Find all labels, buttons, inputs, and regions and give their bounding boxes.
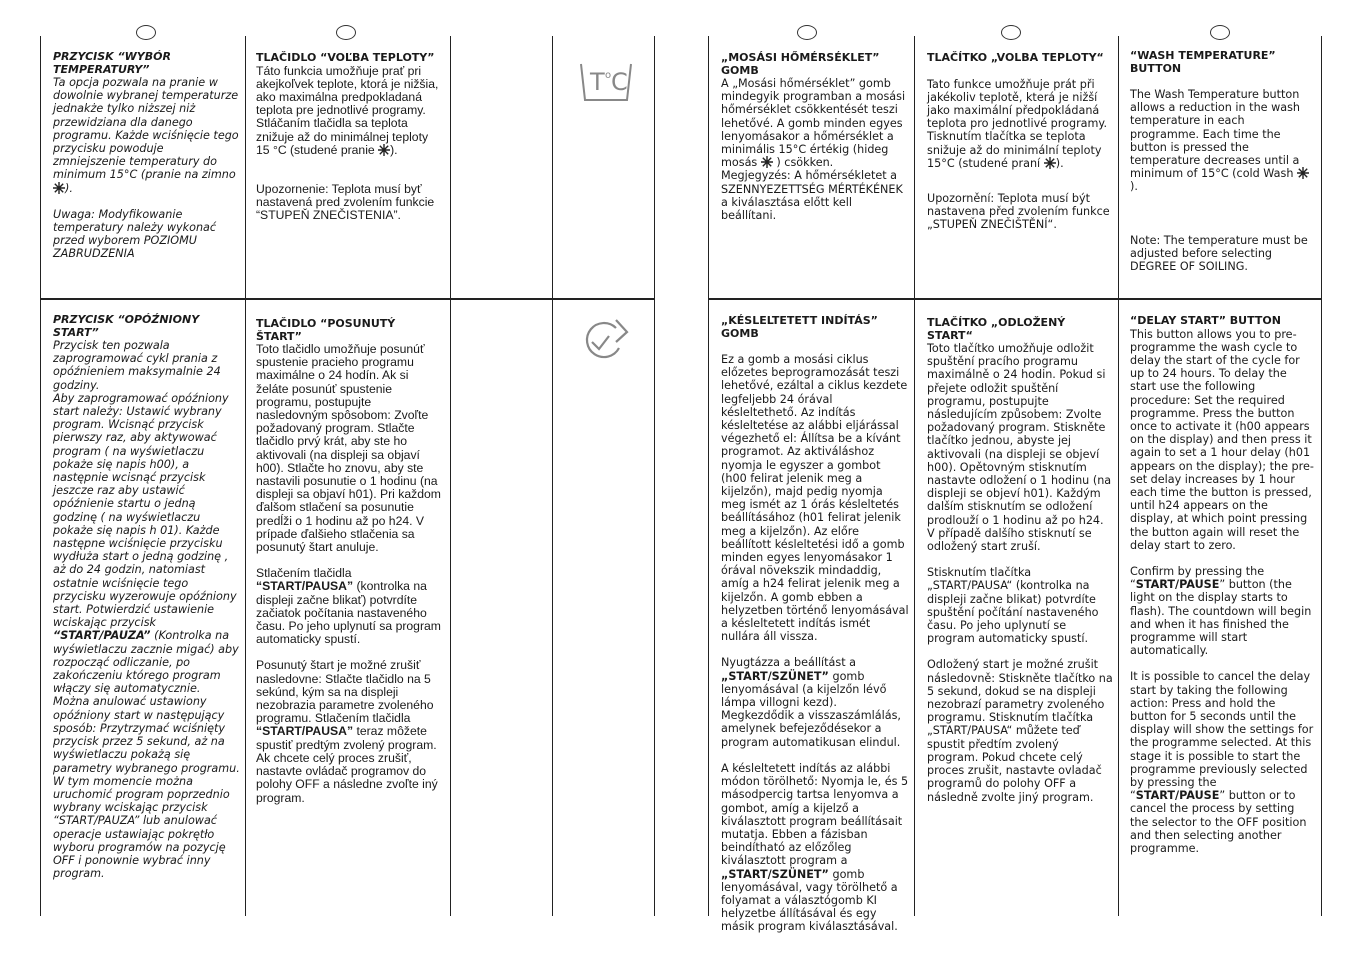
column-divider	[1321, 36, 1322, 916]
binder-hole-icon	[136, 25, 156, 40]
en-delay-body2-post: ” button (the light on the display starts to flash). The countdown will begin and when it has finished the programme will start automatically.	[1130, 578, 1312, 658]
row-divider	[708, 298, 1322, 300]
sk-delay-body3-post: teraz môžete spustiť predtým zvolený program. Ak chcete celý proces zrušiť, nastavte ovládač programov do polohy OFF a následne zvoľte iný program.	[256, 724, 438, 805]
column-divider	[1118, 36, 1119, 916]
column-divider	[245, 36, 246, 916]
cz-temp-body-end: ).	[1055, 156, 1064, 170]
binder-hole-icon	[1001, 25, 1021, 40]
hu-delay-body2-pre: Nyugtázza a beállítást a	[721, 656, 857, 670]
cz-delay-body3: Odložený start je možné zrušit následovně: Stiskněte tlačítko na 5 sekund, dokud se na displeji nezobrazí parametry zvoleného programu. Stisknutím tlačítka „START/PAUSA“ můžete teď spustit předtím zvolený program. Pokud chcete celý proces zrušit, nastavte ovladač programů do polohy OFF a následně zvolte jiný program.	[927, 658, 1113, 804]
binder-hole-icon	[336, 25, 356, 40]
sk-temp-body-end: ).	[390, 142, 398, 157]
hu-delay-body1: Ez a gomb a mosási ciklus előzetes beprogramozását teszi lehetővé, ezáltal a ciklus kezdete legfeljebb 24 órával késleltethető. Az indítás késleltetése az alábbi eljárással végezhető el: Állítsa be a kívánt programot. Az aktiváláshoz nyomja le egyszer a gombot (h00 felirat jelenik meg a kijelzőn), majd pedig nyomja meg ismét az 1 órás késleltetés beállításához (h01 felirat jelenik meg a kijelzőn). Az előre beállított késleltetési idő a gomb minden egyes lenyomásakor 1 órával növekszik mindaddig, amíg a h24 felirat jelenik meg a kijelzőn. A gomb ebben a helyzetben történő lenyomásával a késleltetett indítás ismét nullára áll vissza.	[721, 353, 909, 644]
snowflake-icon	[53, 182, 65, 194]
column-divider	[914, 36, 915, 916]
cz-temp-title: TLAČÍTKO „VOLBA TEPLOTY“	[927, 51, 1104, 64]
en-delay-section	[1130, 315, 1314, 855]
pl-delay-title: PRZYCISK “OPÓŹNIONY START”	[53, 313, 200, 339]
sk-temp-title: TLAČIDLO “VOĽBA TEPLOTY”	[256, 51, 435, 64]
hu-delay-title: „KÉSLELTETETT INDÍTÁS” GOMB	[721, 314, 878, 340]
svg-text:T: T	[590, 68, 605, 96]
en-temp-section	[1130, 50, 1314, 273]
hu-delay-body2-post: gomb lenyomásával (a kijelzőn lévő lámpa villogni kezd). Megkezdődik a visszaszámlálás, amelynek befejeződésekor a program automatikusan elindul.	[721, 669, 901, 749]
cz-temp-note: Upozornění: Teplota musí být nastavena před zvolením funkce „STUPEŇ ZNEČIŠTĚNÍ“.	[927, 191, 1110, 232]
pl-temp-body: Ta opcja pozwala na pranie w dowolnie wybranej temperaturze jednakże tylko niższej niż przewidziana dla danego programu. Każde wciśnięcie tego przycisku powoduje zmniejszenie temperatury do minimum 15°C (pranie na zimno	[53, 76, 239, 182]
hu-temp-body2: Megjegyzés: A hőmérsékletet a SZENNYEZETTSÉG MÉRTÉKÉNEK a kiválasztása előtt kell beállítani.	[721, 169, 903, 223]
hu-temp-title: „MOSÁSI HŐMÉRSÉKLET” GOMB	[721, 51, 880, 77]
sk-delay-section	[256, 318, 444, 805]
sk-temp-note: Upozornenie: Teplota musí byť nastavená pred zvolením funkcie “STUPEŇ ZNEČISTENIA”.	[256, 181, 435, 223]
pl-delay-body1: Przycisk ten pozwala zaprogramować cykl prania z opóźnieniem maksymalnie 24 godziny.	[53, 339, 221, 392]
en-delay-body3-bold: START/PAUSE	[1135, 789, 1220, 803]
cz-delay-title: TLAČÍTKO „ODLOŽENÝ START“	[927, 316, 1066, 342]
cz-delay-body1: Toto tlačítko umožňuje odložit spuštění pracího programu maximálně o 24 hodin. Pokud si přejete odložit spuštění programu, postupujte následujícím způsobem: Zvolte požadovaný program. Stiskněte tlačítko jednou, abyste jej aktivovali (na displeji se objeví h00). Opětovným stisknutím nastavte odložení o 1 hodinu (na displeji se objeví h01). Každým dalším stisknutím se odložení prodlouží o 1 hodinu až po h24. V případě dalšího stisknutí se odložený start zruší.	[927, 342, 1112, 554]
svg-text:C: C	[611, 68, 628, 96]
hu-temp-body1-end: ) csökken.	[776, 156, 834, 170]
cz-temp-body: Tato funkce umožňuje prát při jakékoliv teplotě, která je nižší jako maximální předpokládaná teplota pro jednotlivé programy. Tisknutím tlačítka se teplota snižuje až do minimální teploty 15°C (studené praní	[927, 77, 1108, 170]
sk-temp-section	[256, 52, 442, 223]
en-temp-title: “WASH TEMPERATURE” BUTTON	[1130, 49, 1276, 75]
cz-delay-section	[927, 317, 1113, 804]
cz-temp-section	[927, 52, 1113, 232]
column-divider	[708, 36, 709, 916]
pl-delay-body3: (Kontrolka na wyświetlaczu zacznie migać) aby rozpocząć odliczanie, po zakończeniu którego program włączy się automatycznie.	[53, 629, 239, 696]
hu-temp-section	[721, 52, 909, 222]
snowflake-icon	[761, 156, 773, 168]
binder-hole-icon	[797, 25, 817, 40]
pl-delay-bold: “START/PAUZA”	[53, 629, 151, 643]
en-delay-body3-pre: It is possible to cancel the delay start by taking the following action: Press and hold the button for 5 seconds until the display will show the settings for the programme selected. At this stage it is possible to start the programme previously selected by pressing the “	[1130, 670, 1314, 803]
snowflake-icon	[378, 144, 390, 156]
column-divider	[552, 36, 553, 916]
sk-temp-body: Táto funkcia umožňuje prať pri akejkoľvek teplote, ktorá je nižšia, ako maximálna predpokladaná teplota pre jednotlivé programy. Stláčaním tlačidla sa teplota znižuje až do minimálnej teploty 15 °C (studené pranie	[256, 63, 439, 157]
temperature-tub-icon	[578, 58, 634, 106]
pl-delay-section	[53, 314, 241, 880]
pl-temp-section	[53, 51, 239, 261]
snowflake-icon	[1297, 167, 1309, 179]
pl-delay-body4: Można anulować ustawiony opóźniony start w następujący sposób: Przytrzymać wciśnięty przycisk przez 5 sekund, aż na wyświetlaczu pokażą się parametry wybranego programu. W tym momencie można uruchomić program poprzednio wybrany wciskając przycisk “START/PAUZA” lub anulować operacje ustawiając pokrętło wyboru programów na pozycję OFF i ponownie wybrać inny program.	[53, 695, 240, 881]
pl-delay-body2: Aby zaprogramować opóźniony start należy: Ustawić wybrany program. Wcisnąć przycisk pierwszy raz, aby aktywować program ( na wyświetlaczu pokaże się napis h00), a następnie wcisnąć przycisk jeszcze raz aby ustawić opóźnienie startu o jedną godzinę ( na wyświetlaczu pokaże się napis h 01). Każde następne wciśnięcie przycisku wydłuża start o jedną godzinę , aż do 24 godzin, natomiast ostatnie wciśnięcie tego przycisku wyzerowuje opóźniony start. Potwierdzić ustawienie wciskając przycisk	[53, 391, 237, 630]
sk-delay-body2-bold: “START/PAUSA”	[256, 579, 354, 594]
hu-delay-body3-bold: „START/SZÜNET”	[721, 867, 829, 881]
hu-temp-body1: A „Mosási hőmérséklet” gomb mindegyik programban a mosási hőmérséklet csökkentését teszi lehetővé. A gomb minden egyes lenyomásakor a hőmérséklet a minimális 15°C értékig (hideg mosás	[721, 77, 906, 170]
column-divider	[450, 36, 451, 916]
delay-start-icon	[578, 318, 630, 366]
sk-delay-body2-post: (kontrolka na displeji začne blikať) potvrdíte začiatok počítania nastaveného času. Po jeho uplynutí sa program automaticky spustí.	[256, 579, 441, 647]
row-divider	[40, 298, 655, 300]
sk-delay-body3-bold: “START/PAUSA”	[256, 724, 354, 739]
pl-temp-body-end: ).	[65, 181, 73, 195]
en-delay-body3-post: ” button or to cancel the process by setting the selector to the OFF position and then selecting another programme.	[1130, 789, 1307, 856]
en-delay-body1: This button allows you to pre-programme the wash cycle to delay the start of the cycle for up to 24 hours. To delay the start use the following procedure: Set the required programme. Press the button once to activate it (h00 appears on the display) and then press it again to set a 1 hour delay (h01 appears on the display); the pre-set delay increases by 1 hour each time the button is pressed, until h24 appears on the display, at which point pressing the button again will reset the delay start to zero.	[1130, 327, 1314, 552]
hu-delay-section	[721, 315, 909, 934]
en-temp-body-end: ).	[1130, 180, 1138, 194]
sk-delay-title: TLAČIDLO “POSUNUTÝ ŠTART”	[256, 317, 396, 343]
hu-delay-body2-bold: „START/SZÜNET”	[721, 669, 829, 683]
hu-delay-body3-pre: A késleltetett indítás az alábbi módon törölhető: Nyomja le, és 5 másodpercig tartsa lenyomva a gombot, amíg a kijelző a kiválasztott program beállításait mutatja. Ebben a fázisban beindítható az előzőleg kiválasztott program a	[721, 761, 909, 868]
sk-delay-body2-pre: Stlačením tlačidla	[256, 566, 352, 581]
pl-temp-title: PRZYCISK “WYBÓR TEMPERATURY”	[53, 50, 171, 76]
sk-delay-body3-pre: Posunutý štart je možné zrušiť nasledovne: Stlačte tlačidlo na 5 sekúnd, kým sa na displeji nezobrazia parametre zvoleného programu. Stlačením tlačidla	[256, 658, 434, 726]
column-divider	[40, 36, 41, 916]
svg-text:o: o	[605, 70, 612, 81]
sk-delay-body1: Toto tlačidlo umožňuje posunúť spustenie pracieho programu maximálne o 24 hodín. Ak si želáte posunúť spustenie programu, postupujte nasledovným spôsobom: Zvoľte požadovaný program. Stlačte tlačidlo prvý krát, aby ste ho aktivovali (na displeji sa objaví h00). Stlačte ho znovu, aby ste nastavili posunutie o 1 hodinu (na displeji sa objaví h01). Pri každom ďalšom stlačení sa posunutie predĺži o 1 hodinu až po h24. V prípade ďalšieho stlačenia sa posunutý štart anuluje.	[256, 342, 441, 555]
hu-delay-body3-post: gomb lenyomásával, vagy törölhető a folyamat a választógomb KI helyzetbe állításával és egy másik program kiválasztásával.	[721, 867, 898, 934]
en-delay-body2-pre: Confirm by pressing the “	[1130, 564, 1265, 592]
en-temp-note: Note: The temperature must be adjusted before selecting DEGREE OF SOILING.	[1130, 233, 1308, 274]
en-temp-body: The Wash Temperature button allows a reduction in the wash temperature in each programme. Each time the button is pressed the temperature decreases until a minimum of 15°C (cold Wash	[1130, 88, 1301, 181]
en-delay-body2-bold: START/PAUSE	[1135, 578, 1220, 592]
en-delay-title: “DELAY START” BUTTON	[1130, 314, 1281, 327]
pl-temp-note: Uwaga: Modyfikowanie temperatury należy wykonać przed wyborem POZIOMU ZABRUDZENIA	[53, 207, 217, 261]
binder-hole-icon	[1210, 25, 1230, 40]
snowflake-icon	[1044, 157, 1056, 169]
column-divider	[654, 36, 655, 916]
cz-delay-body2: Stisknutím tlačítka „START/PAUSA“ (kontrolka na displeji začne blikat) potvrdíte spuštění počítání nastaveného času. Po jeho uplynutí se program automaticky spustí.	[927, 566, 1099, 646]
